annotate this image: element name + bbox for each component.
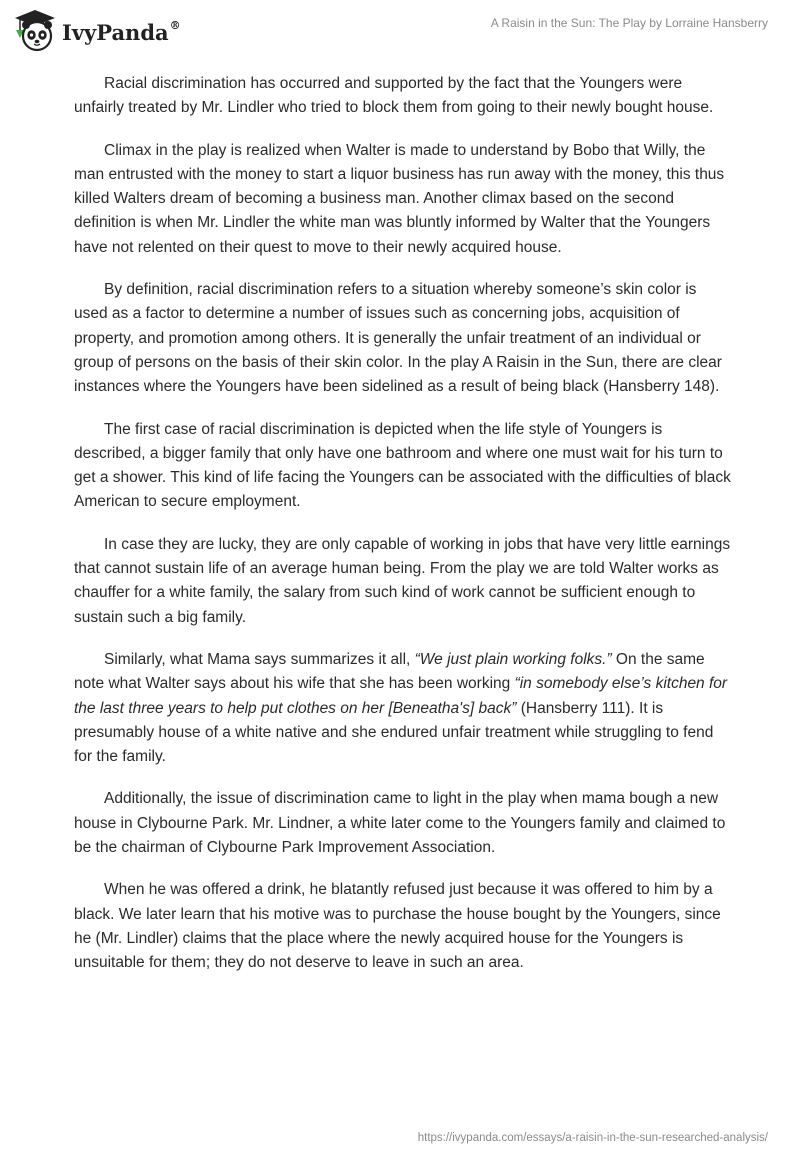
paragraph-3: By definition, racial discrimination refers to a situation whereby someone’s skin color is used as a factor to determine a number of issues such as concerning jobs, acquisition of property, and promotion among others. It is generally the unfair treatment of an individual or group of persons on the basis of their skin color. In the play A Raisin in the Sun, there are clear instances where the Youngers have been sidelined as a result of being black (Hansberry 148). xyxy=(74,281,722,396)
logo-wordmark xyxy=(62,20,181,45)
mama-quote: “We just plain working folks.” xyxy=(414,650,612,668)
ivypanda-logo[interactable] xyxy=(12,8,181,54)
essay-body xyxy=(74,72,734,994)
source-url[interactable]: https://ivypanda.com/essays/a-raisin-in-the-sun-researched-analysis/ xyxy=(417,1132,768,1144)
paragraph-4: The first case of racial discrimination is depicted when the life style of Youngers is described, a bigger family that only have one bathroom and where one must wait for his turn to get a shower. This kind of life facing the Youngers can be associated with the difficulties of black American to secure employment. xyxy=(74,420,731,511)
paragraph-6-text-b: On the same note what Walter says about his wife that she has been working xyxy=(74,650,705,693)
logo-text: IvyPanda xyxy=(62,19,169,45)
panda-graduate-icon xyxy=(12,8,58,54)
paragraph-8: When he was offered a drink, he blatantly refused just because it was offered to him by a black. We later learn that his motive was to purchase the house bought by the Youngers, since he (Mr. Lindler) claims that the place where the newly acquired house for the Youngers is unsuitable for them; they do not deserve to leave in such an area. xyxy=(74,881,721,972)
paragraph-2: Climax in the play is realized when Walter is made to understand by Bobo that Willy, the man entrusted with the money to start a liquor business has run away with the money, this thus killed Walters dream of becoming a business man. Another climax based on the second definition is when Mr. Lindler the white man was bluntly informed by Walter that the Youngers have not relented on their quest to move to their newly acquired house. xyxy=(74,141,725,256)
walter-quote: “in somebody else’s kitchen for the last three years to help put clothes on her [Beneatha's] back” xyxy=(74,675,728,717)
page-header xyxy=(0,0,800,60)
registered-mark: ® xyxy=(169,18,181,32)
paragraph-6-text-c: (Hansberry 111). It is presumably house of a white native and she endured unfair treatment while struggling to fend for the family. xyxy=(74,699,714,766)
paragraph-5: In case they are lucky, they are only capable of working in jobs that have very little earnings that cannot sustain life of an average human being. From the play we are told Walter works as chauffer for a white family, the salary from such kind of work cannot be sufficient enough to sustain such a big family. xyxy=(74,535,731,626)
paragraph-6 xyxy=(74,648,734,769)
paragraph-6-text-a: Similarly, what Mama says summarizes it all, xyxy=(104,650,415,668)
paragraph-1: Racial discrimination has occurred and supported by the fact that the Youngers were unfairly treated by Mr. Lindler who tried to block them from going to their newly bought house. xyxy=(74,75,714,117)
document-title: A Raisin in the Sun: The Play by Lorraine Hansberry xyxy=(490,16,768,30)
paragraph-7: Additionally, the issue of discrimination came to light in the play when mama bough a new house in Clybourne Park. Mr. Lindner, a white later come to the Youngers family and claimed to be the chairman of Clybourne Park Improvement Association. xyxy=(74,790,726,857)
